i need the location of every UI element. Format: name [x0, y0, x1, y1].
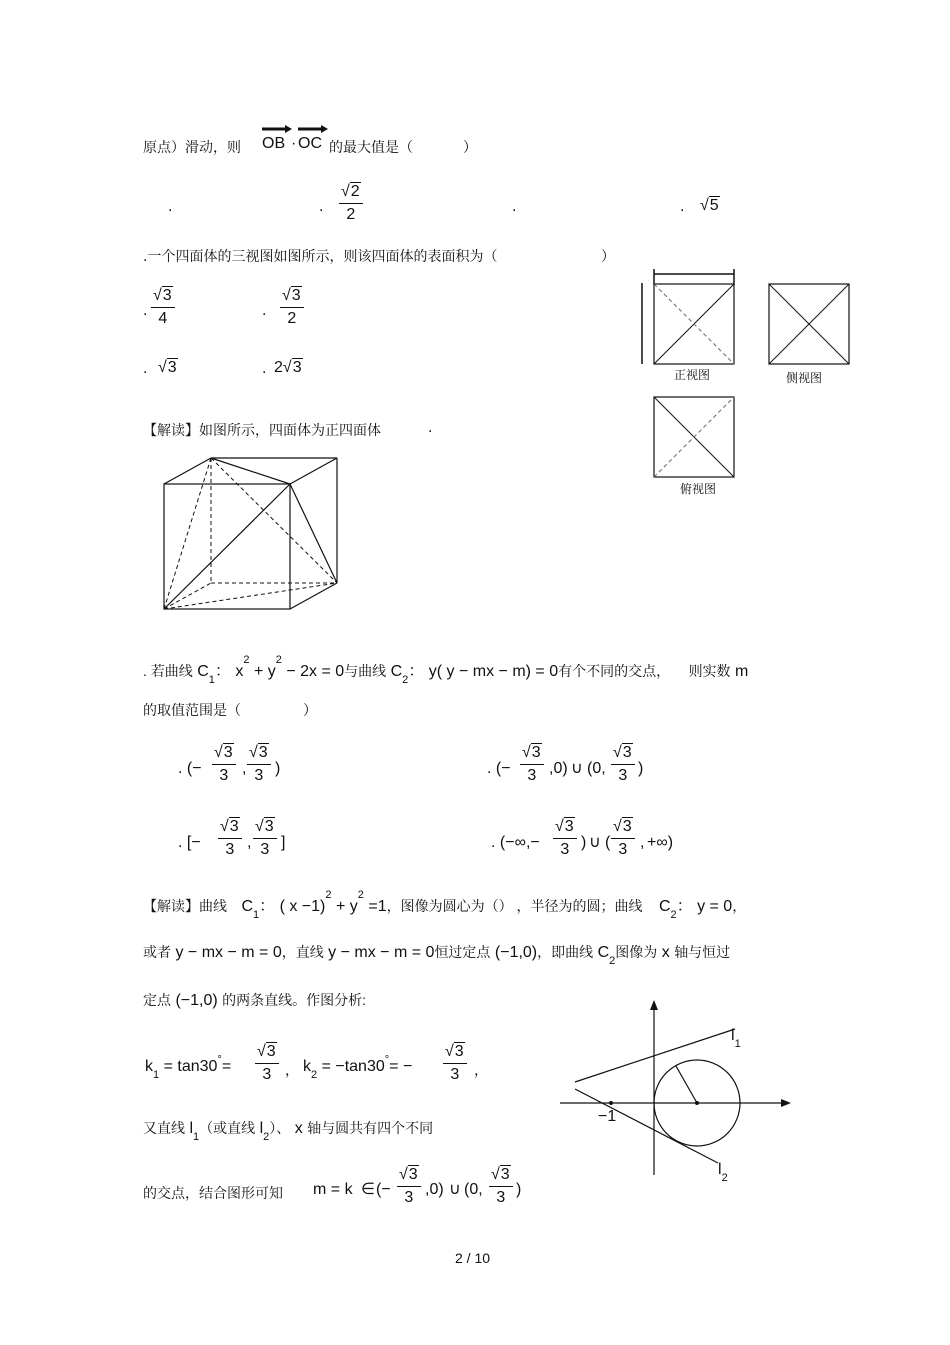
k1-expression: $k_1 = \tan 30^\circ=$ — [145, 1054, 232, 1082]
curve-option-a-frac2: $\frac{√3}{3}$ — [247, 742, 271, 787]
curve-option-b-frac2: $\frac{√3}{3}$ — [611, 742, 635, 787]
solution-2-line6: 的交点，结合图形可知 — [143, 1186, 283, 1202]
curve-option-b-prefix: . (− — [487, 760, 511, 777]
k2-fraction: $\frac{√3}{3}$ — [443, 1041, 467, 1086]
vector-oc: OC — [298, 135, 322, 152]
top-view-label: 俯视图 — [680, 482, 717, 496]
option-d-value: 2√3 — [274, 359, 302, 376]
solution-2-line2: 或者 y − mx − m = 0，直线 y − mx − m = 0恒过定点 (−1,0)，即曲线 $C_2$图像为 x 轴与恒过 — [143, 944, 731, 968]
curve-option-c-prefix: . [− — [178, 834, 201, 851]
paren-open: ( — [605, 834, 611, 851]
k1-fraction: $\frac{√3}{3}$ — [255, 1041, 279, 1086]
option-b-marker: . — [262, 302, 267, 319]
solution-1-text: 【解读】如图所示，四面体为正四面体 — [143, 423, 381, 439]
option-a-fraction: $\frac{√3}{4}$ — [151, 285, 175, 330]
comma: , — [242, 760, 247, 777]
curve-option-d-frac2: $\frac{√3}{3}$ — [611, 816, 635, 861]
paren-close: ) — [516, 1181, 522, 1198]
paren-open: (− — [376, 1181, 391, 1198]
paren-close: ） — [463, 140, 477, 156]
side-view-label: 侧视图 — [786, 371, 823, 385]
three-view-diagram — [640, 268, 860, 500]
paren-close: ) — [638, 760, 644, 777]
curve-option-a-prefix: . (− — [178, 760, 202, 777]
comma: ， — [285, 1063, 299, 1079]
curve-option-c-frac2: $\frac{√3}{3}$ — [253, 816, 277, 861]
neg-one-label: −1 — [598, 1108, 617, 1125]
question-curve-line2: 的取值范围是（ — [143, 703, 241, 719]
k2-expression: $k_2 = -\tan 30^\circ=$ − — [303, 1054, 413, 1082]
option-d-marker: . — [262, 360, 267, 377]
circle-tangent-graph — [555, 995, 795, 1185]
comma: , — [247, 834, 252, 851]
comma: , — [640, 834, 645, 851]
curve-option-b-frac1: $\frac{√3}{3}$ — [520, 742, 544, 787]
union-symbol: ∪ — [589, 834, 601, 851]
line-l1-label: $l_1$ — [731, 1027, 741, 1051]
curve-option-b-open: (0, — [587, 760, 606, 777]
plus-infinity: +∞) — [647, 834, 674, 851]
page-number: 2 / 10 — [455, 1250, 491, 1266]
question-curve-line1: . 若曲线 $C_1$： $x^2 + y^2 - 2x = 0$与曲线 $C_2$： y( y − mx − m) = 0有个不同的交点， 则实数 m — [143, 654, 749, 687]
option-b-fraction: $\frac{√3}{2}$ — [280, 285, 304, 330]
front-view-label: 正视图 — [674, 368, 711, 382]
solution-1-end: . — [428, 420, 433, 436]
answer-mid: ,0) — [425, 1181, 444, 1198]
dot-operator: · — [291, 135, 297, 152]
paren-close: ） — [601, 249, 615, 265]
option-c-value: √3 — [158, 359, 177, 376]
question-continuation: 原点）滑动，则 — [143, 140, 241, 156]
option-c-marker: . — [512, 198, 517, 215]
line-l2-label: $l_2$ — [718, 1161, 728, 1185]
option-a-marker: . — [168, 198, 173, 215]
cube-tetrahedron-diagram — [160, 455, 345, 615]
vector-ob: OB — [262, 135, 286, 152]
curve-option-b-mid: ,0) — [549, 760, 568, 777]
element-of: ∈ — [361, 1181, 375, 1198]
paren-close: ) — [275, 760, 281, 777]
paren-open: (0, — [464, 1181, 483, 1198]
comma: ， — [474, 1063, 488, 1079]
vector-arrow-icon — [262, 124, 292, 134]
answer-fraction-2: $\frac{√3}{3}$ — [489, 1164, 513, 1209]
curve-option-a-frac1: $\frac{√3}{3}$ — [212, 742, 236, 787]
paren-close: ) — [581, 834, 587, 851]
union-symbol: ∪ — [449, 1181, 461, 1198]
union-symbol: ∪ — [571, 760, 583, 777]
option-d-value: √5 — [700, 197, 719, 214]
question-tetra-stem: .一个四面体的三视图如图所示，则该四面体的表面积为（ — [143, 249, 498, 265]
option-a-marker: . — [143, 302, 148, 319]
bracket-close: ] — [281, 834, 286, 851]
vector-arrow-icon — [298, 124, 328, 134]
question-continuation-suffix: 的最大值是（ — [329, 140, 413, 156]
option-c-marker: . — [143, 360, 148, 377]
curve-option-d-prefix: . (−∞,− — [491, 834, 540, 851]
solution-2-line1: 【解读】曲线 $C_1$： ( $x -1)^2 + y^2 =1$，图像为圆心为（） ，半径为的圆；曲线 $C_2$： y = 0， — [143, 889, 747, 922]
answer-fraction-1: $\frac{√3}{3}$ — [397, 1164, 421, 1209]
curve-option-c-frac1: $\frac{√3}{3}$ — [218, 816, 242, 861]
curve-option-d-frac1: $\frac{√3}{3}$ — [553, 816, 577, 861]
option-b-fraction: $\frac{√2}{2}$ — [339, 181, 363, 226]
option-b-marker: . — [319, 198, 324, 215]
option-d-marker: . — [680, 198, 685, 215]
m-equals-k: m = k — [313, 1181, 353, 1198]
solution-2-line3: 定点 (−1,0) 的两条直线。作图分析: — [143, 992, 367, 1009]
paren-close: ） — [303, 703, 317, 719]
solution-2-line5: 又直线 $l_1$（或直线 $l_2$）、 x 轴与圆共有四个不同 — [143, 1120, 434, 1144]
